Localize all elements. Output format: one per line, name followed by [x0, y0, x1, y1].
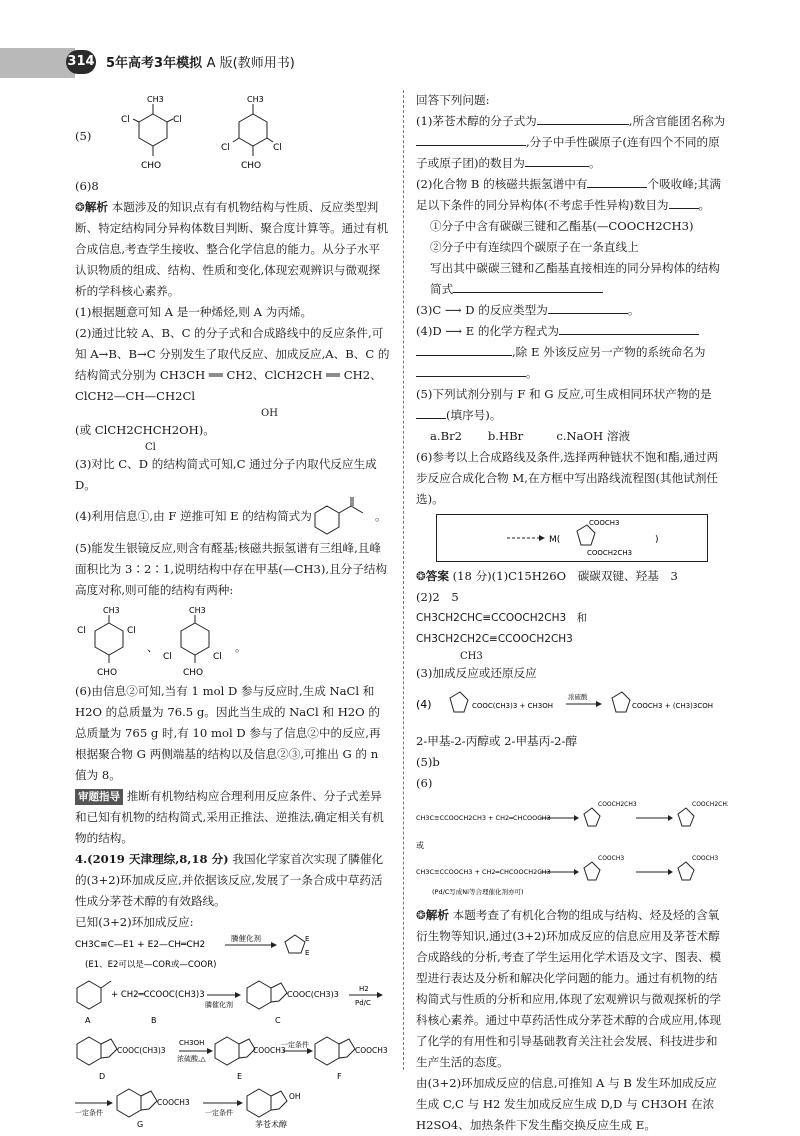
subq-6: (6)参考以上合成路线及条件,选择两种链状不饱和酯,通过两步反应合成化合物 M,在方框中写出路线流程图(其他试剂任选)。	[416, 450, 719, 506]
step-5-molecules	[75, 603, 391, 679]
subq-2: (2)化合物 B 的核磁共振氢谱中有 个吸收峰;其满足以下条件的同分异构体(不考虑手性异构)数目为 。	[416, 177, 721, 212]
svg-text:COOCH2CH3: COOCH2CH3	[587, 549, 633, 557]
svg-text:COOCH3: COOCH3	[157, 1098, 190, 1107]
step-4-text: (4)利用信息①,由 F 逆推可知 E 的结构简式为	[75, 509, 312, 523]
svg-text:Cl: Cl	[163, 652, 172, 662]
answer-4-equation	[416, 684, 728, 724]
page-number: 314	[66, 50, 96, 74]
svg-text:OH: OH	[289, 1092, 301, 1101]
svg-text:Cl: Cl	[213, 652, 222, 662]
svg-text:CH3: CH3	[189, 606, 206, 615]
svg-text:COOCH3: COOCH3	[253, 1046, 286, 1055]
svg-text:CH3C≡CCOOCH3 + CH2═CHCOOCH2CH3: CH3C≡CCOOCH3 + CH2═CHCOOCH2CH3	[416, 868, 551, 876]
svg-text:膦催化剂: 膦催化剂	[205, 1001, 233, 1009]
item5-molecules	[75, 92, 391, 174]
acetophenone-structure	[313, 496, 373, 538]
step-4	[75, 496, 391, 538]
left-column	[75, 90, 391, 1136]
header-band	[0, 48, 75, 78]
column-divider	[403, 90, 404, 1070]
svg-text:一定条件: 一定条件	[75, 1109, 103, 1117]
subq-5-options: a.Br2 b.HBr c.NaOH 溶液	[430, 429, 631, 443]
right-analysis: ❂解析 本题考查了有机化合物的组成与结构、烃及烃的含氧衍生物等知识,通过(3+2)环加成反应的信息应用及茅苍术醇合成路线的分析,考查了学生运用化学术语及文字、图表、模型进行表达及分析和解决化学问题的能力。通过有机物的结构简式与性质的分析和应用,体现了宏观辨识与微观探析的学科核心素养。通过中草药活性成分茅苍术醇的合成应用,体现了化学的有用性和引导基础教育关注社会发展、科技进步和生产生活的态度。	[416, 908, 722, 1069]
synthesis-route	[75, 933, 391, 1129]
svg-text:一定条件: 一定条件	[281, 1041, 309, 1049]
mol2-cho: CHO	[241, 161, 262, 171]
book-title	[106, 52, 295, 71]
review-text: 推断有机物结构应合理利用反应条件、分子式差异和已知有机物的结构简式,采用正推法、逆推法,确定相关有机物的结构。	[75, 789, 384, 845]
step-2b: (或 ClCH2CHCH2OH)。	[75, 423, 215, 437]
subq-2-write: 写出其中碳碳三键和乙酯基直接相连的同分异构体的结构简式	[430, 261, 720, 296]
answer-4-name: 2-甲基-2-丙醇或 2-甲基丙-2-醇	[416, 734, 578, 748]
answer-line-1: ❂答案 (18 分)(1)C15H26O 碳碳双键、羟基 3	[416, 569, 678, 583]
svg-text:COOC(CH3)3: COOC(CH3)3	[117, 1046, 166, 1055]
svg-text:COOCH3: COOCH3	[692, 855, 719, 862]
step-3: (3)对比 C、D 的结构简式可知,C 通过分子内取代反应生成 D。	[75, 457, 377, 492]
answer-tag: ❂答案	[416, 569, 449, 583]
svg-text:COOCH3 + (CH3)3COH: COOCH3 + (CH3)3COH	[632, 702, 714, 710]
review-paragraph	[75, 786, 391, 849]
svg-text:(4): (4)	[416, 698, 432, 711]
mol2-ch3: CH3	[247, 95, 264, 104]
svg-text:浓硫酸,△: 浓硫酸,△	[177, 1055, 206, 1063]
svg-text:COOC(CH3)3: COOC(CH3)3	[287, 990, 339, 999]
svg-text:(Pd/C写成Ni等合理催化剂亦可): (Pd/C写成Ni等合理催化剂亦可)	[432, 888, 524, 896]
item6-answer: (6)8	[75, 179, 99, 193]
mol1-cl-right: Cl	[173, 115, 182, 125]
step5-end: 。	[235, 641, 246, 654]
answer-6-routes	[416, 794, 728, 898]
subq-5: (5)下列试剂分别与 F 和 G 反应,可生成相同环状产物的是(填序号)。	[416, 387, 712, 422]
step-2: (2)通过比较 A、B、C 的分子式和合成路线中的反应条件,可知 A→B、B→C 分别发生了取代反应、加成反应,A、B、C 的结构简式分别为 CH3CH ══ CH2、ClCH2CH ══ CH2、ClCH2—CH—CH2Cl	[75, 326, 390, 403]
answer-2-ch3: CH3	[460, 651, 483, 662]
item5-label: (5)	[75, 129, 92, 143]
svg-text:B: B	[151, 1016, 157, 1025]
mol1-cho: CHO	[141, 161, 162, 171]
question-4-known: 已知(3+2)环加成反应:	[75, 915, 194, 929]
subq-2-cond1: ①分子中含有碳碳三键和乙酯基(—COOCH2CH3)	[430, 219, 694, 233]
svg-text:COOCH3: COOCH3	[355, 1046, 388, 1055]
known-note: (E1、E2可以是—COR或—COOR)	[85, 960, 217, 970]
svg-text:Cl: Cl	[127, 626, 136, 636]
svg-text:CHO: CHO	[97, 668, 118, 678]
svg-text:D: D	[99, 1072, 106, 1081]
svg-text:一定条件: 一定条件	[205, 1109, 233, 1117]
subq-4: (4)D ⟶ E 的化学方程式为,除 E 外该反应另一产物的系统命名为。	[416, 324, 706, 380]
step-1: (1)根据题意可知 A 是一种烯烃,则 A 为丙烯。	[75, 305, 313, 319]
answer-line-2: (2)2 5	[416, 590, 459, 604]
subq-3: (3)C ⟶ D 的反应类型为 。	[416, 303, 640, 317]
svg-text:+ CH2═CCOOC(CH3)3: + CH2═CCOOC(CH3)3	[111, 990, 205, 1000]
svg-text:F: F	[337, 1072, 342, 1081]
step5-structures	[75, 603, 335, 679]
answer-2-formula: CH3CH2CHC≡CCOOCH2CH3 和 CH3CH2CH2C≡CCOOCH2CH3	[416, 612, 598, 645]
step5-separator: 、	[147, 641, 158, 654]
molecule-2	[221, 95, 282, 171]
svg-text:C: C	[275, 1016, 281, 1025]
subq-1: (1)茅苍术醇的分子式为 ,所含官能团名称为,分子中手性碳原子(连有四个不同的原子或原子团)的数目为 。	[416, 114, 726, 170]
analysis-paragraph	[75, 197, 391, 302]
molecule-1	[121, 95, 182, 171]
book-edition: A 版(教师用书)	[206, 56, 295, 71]
svg-text:): )	[655, 535, 659, 545]
analysis-text: 本题涉及的知识点有有机物结构与性质、反应类型判断、特定结构同分异构体数目判断、聚合度计算等。通过有机合成信息,考查学生接收、整合化学信息的能力。从分子水平认识物质的组成、结构、性质和变化,体现宏观辨识与微观探析的学科核心素养。	[75, 200, 389, 298]
svg-text:茅苍术醇: 茅苍术醇	[255, 1120, 287, 1129]
book-title-main: 5年高考3年模拟	[106, 56, 203, 71]
svg-text:COOCH2CH3: COOCH2CH3	[692, 801, 728, 808]
mol1-cl-left: Cl	[121, 115, 130, 125]
svg-text:COOCH3: COOCH3	[589, 519, 620, 527]
svg-text:COOC(CH3)3 + CH3OH: COOC(CH3)3 + CH3OH	[472, 702, 554, 710]
step-6: (6)由信息②可知,当有 1 mol D 参与反应时,生成 NaCl 和 H2O 的总质量为 76.5 g。因此当生成的 NaCl 和 H2O 的总质量为 765 g 时,有 10 mol D 参与了信息②中的反应,再根据聚合物 G 两侧端基的结构以及信息②③,可推出 G 的 n 值为 8。	[75, 684, 381, 782]
svg-text:CH3OH: CH3OH	[179, 1039, 205, 1047]
mol1-ch3: CH3	[147, 95, 164, 104]
subq-2-cond2: ②分子中有连续四个碳原子在一条直线上	[430, 240, 639, 254]
svg-text:COOCH3: COOCH3	[598, 855, 625, 862]
right-column	[416, 90, 728, 1136]
svg-text:G: G	[137, 1120, 144, 1129]
svg-text:或: 或	[416, 841, 424, 850]
svg-text:A: A	[85, 1016, 91, 1025]
answer-line-3: (3)加成反应或还原反应	[416, 666, 537, 680]
known-equation: CH3C≡C—E1 + E2—CH═CH2	[75, 940, 206, 950]
mol2-cl-right: Cl	[273, 143, 282, 153]
question-4-head: 4.(2019 天津理综,8,18 分)	[75, 852, 229, 866]
answer-6: (6)	[416, 776, 433, 790]
mol2-cl-left: Cl	[221, 143, 230, 153]
svg-text:E: E	[237, 1072, 243, 1081]
review-tag: 审题指导	[75, 789, 123, 805]
svg-text:CH3C≡CCOOCH2CH3 + CH2═CHCOOCH3: CH3C≡CCOOCH2CH3 + CH2═CHCOOCH3	[416, 814, 551, 822]
known-catalyst: 膦催化剂	[231, 934, 261, 943]
step-4-end: 。	[375, 509, 387, 523]
svg-text:CH3: CH3	[103, 606, 120, 615]
page-header	[0, 0, 800, 80]
aldehyde-structures	[103, 92, 363, 174]
svg-text:M(: M(	[549, 535, 561, 545]
svg-text:CHO: CHO	[183, 668, 204, 678]
step-2-oh: OH	[261, 408, 278, 419]
svg-text:E: E	[305, 949, 310, 957]
answer-5: (5)b	[416, 755, 440, 769]
question-4-text: 我国化学家首次实现了膦催化的(3+2)环加成反应,并依据该反应,发展了一条合成中草药活性成分茅苍术醇的有效路线。	[75, 852, 384, 908]
svg-text:H2: H2	[359, 985, 369, 993]
svg-text:E: E	[305, 935, 310, 943]
right-analysis-2: 由(3+2)环加成反应的信息,可推知 A 与 B 发生环加成反应生成 C,C 与 H2 发生加成反应生成 D,D 与 CH3OH 在浓 H2SO4、加热条件下发生酯交换反应生成 E。	[416, 1076, 717, 1132]
svg-text:Pd/C: Pd/C	[355, 999, 371, 1007]
svg-text:浓硫酸: 浓硫酸	[568, 693, 588, 701]
right-analysis-tag: ❂解析	[416, 908, 449, 922]
answer-box-content	[437, 515, 707, 561]
svg-text:COOCH2CH3: COOCH2CH3	[598, 801, 637, 808]
intro: 回答下列问题:	[416, 93, 490, 107]
answer-box	[436, 514, 708, 562]
question-4	[75, 849, 391, 912]
analysis-tag: ❂解析	[75, 200, 108, 214]
step-2b-cl: Cl	[145, 442, 156, 453]
svg-text:Cl: Cl	[77, 626, 86, 636]
step-5: (5)能发生银镜反应,则含有醛基;核磁共振氢谱有三组峰,且峰面积比为 3∶2∶1,说明结构中存在甲基(—CH3),且分子结构高度对称,则可能的结构有两种:	[75, 541, 388, 597]
